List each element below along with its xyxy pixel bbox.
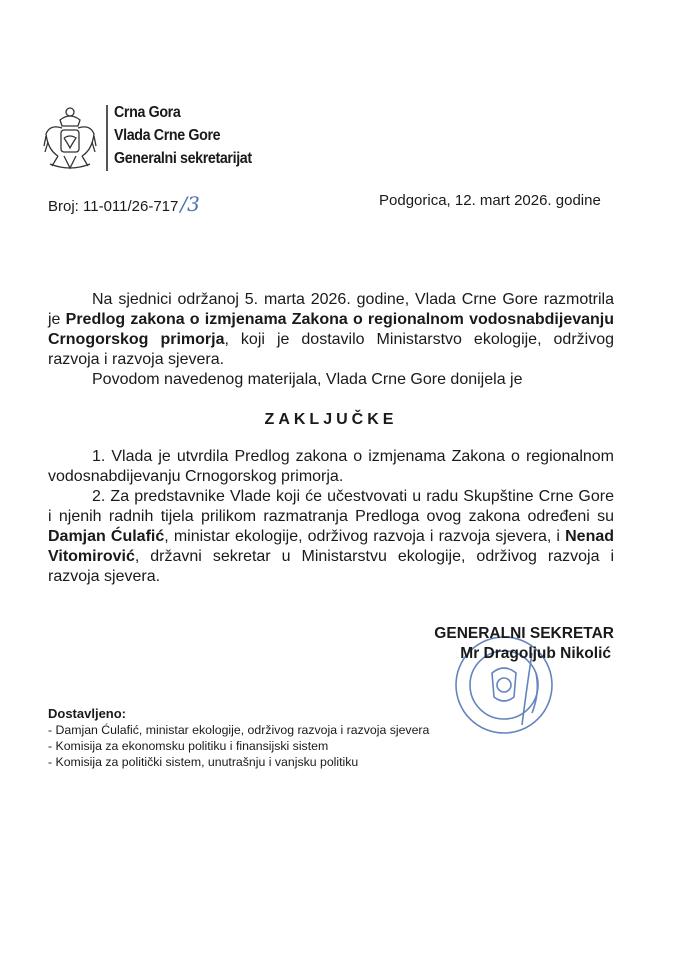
header-country: Crna Gora (114, 104, 181, 121)
conclusion-2-text-end: , državni sekretar u Ministarstvu ekologije, održivog razvoja i razvoja sjevera. (48, 548, 614, 585)
law-title: Predlog zakona o izmjenama Zakona o regionalnom vodosnabdijevanju Crnogorskog primorja (48, 311, 614, 348)
delivered-item: - Komisija za politički sistem, unutrašnju i vanjsku politiku (48, 755, 359, 769)
delivered-item: - Komisija za ekonomsku politiku i finansijski sistem (48, 739, 329, 753)
signatory-title: GENERALNI SEKRETAR (434, 625, 614, 642)
intro-text-end: , koji je dostavilo Ministarstvo ekologije, održivog razvoja i razvoja sjevera. (48, 331, 614, 368)
delivered-item: - Damjan Ćulafić, ministar ekologije, održivog razvoja i razvoja sjevera (48, 723, 430, 737)
intro-text: Na sjednici održanoj 5. marta 2026. godine, Vlada Crne Gore razmotrila je (48, 291, 614, 328)
delivered-title: Dostavljeno: (48, 706, 127, 721)
header-government: Vlada Crne Gore (114, 127, 221, 144)
intro-paragraph (48, 290, 614, 370)
reference-number-text: Broj: 11-011/26-717 (48, 198, 179, 215)
header-divider (106, 105, 108, 171)
coat-of-arms-icon (42, 106, 98, 174)
document-date: Podgorica, 12. mart 2026. godine (379, 192, 601, 209)
reference-number (48, 192, 200, 216)
signatory-name: Mr Dragoljub Nikolić (460, 645, 611, 662)
representative-1: Damjan Ćulafić (48, 528, 165, 545)
conclusion-2-text-mid: , ministar ekologije, održivog razvoja i razvoja sjevera, i (164, 528, 566, 545)
intro-paragraph-2: Povodom navedenog materijala, Vlada Crne Gore donijela je (92, 371, 523, 388)
conclusion-2 (48, 487, 614, 587)
handwritten-suffix: /3 (180, 192, 200, 216)
conclusion-2-text: 2. Za predstavnike Vlade koji će učestvovati u radu Skupštine Crne Gore i njenih radnih tijela prilikom razmatranja Predloga ovog zakona određeni su (48, 488, 614, 525)
conclusion-1: 1. Vlada je utvrdila Predlog zakona o izmjenama Zakona o regionalnom vodosnabdijevanju Crnogorskog primorja. (48, 448, 614, 485)
conclusions-title: ZAKLJUČKE (264, 411, 398, 428)
header-secretariat: Generalni sekretarijat (114, 150, 252, 167)
representative-2: Nenad Vitomirović (48, 528, 615, 565)
